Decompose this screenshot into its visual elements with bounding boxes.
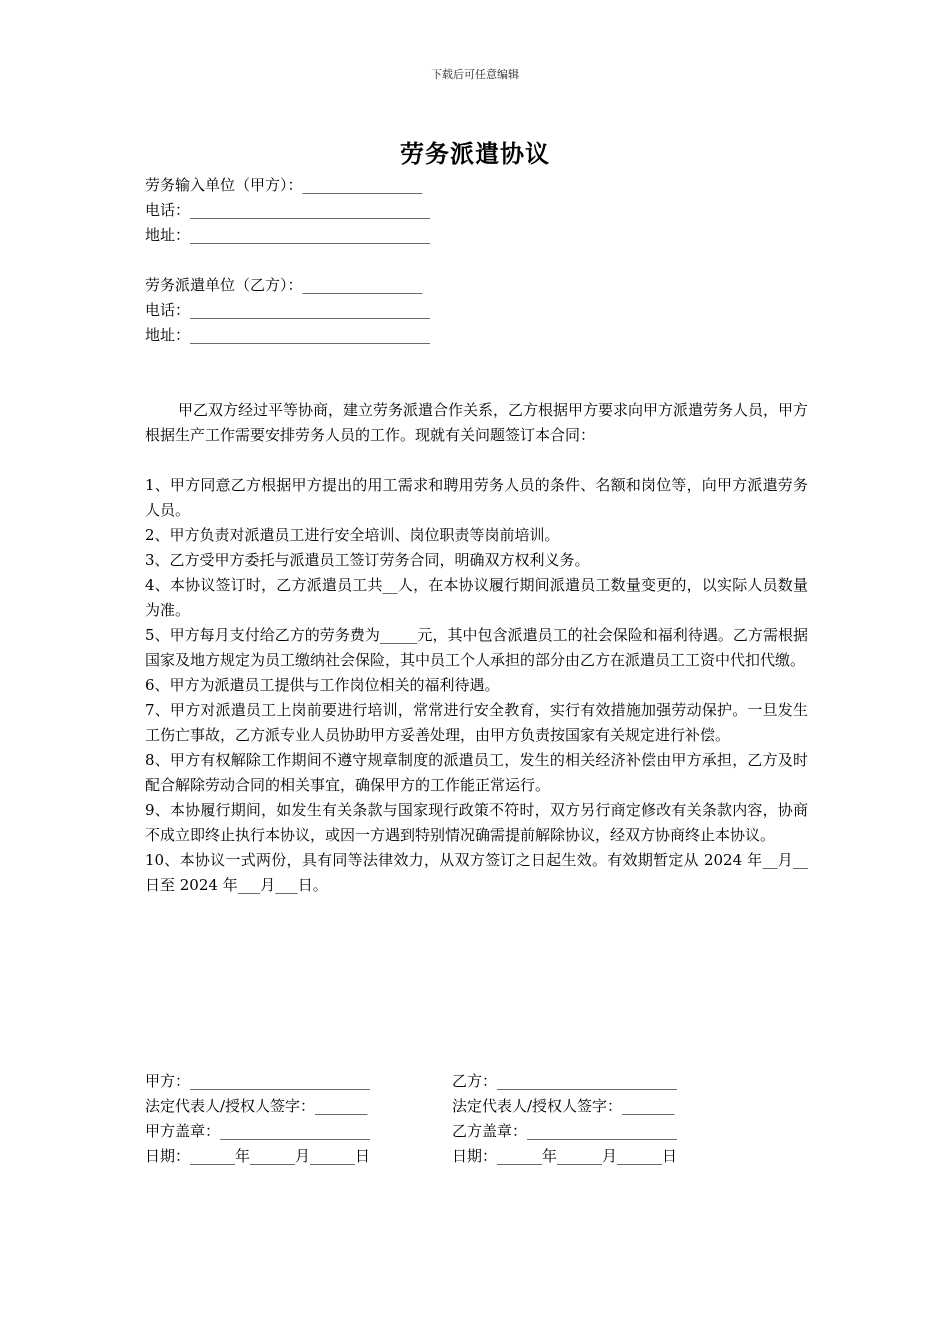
party-a-seal-line: 甲方盖章：____________________: [145, 1122, 371, 1140]
party-a-signature-line: 甲方：________________________: [145, 1072, 371, 1090]
party-b-representative-line: 法定代表人/授权人签字：_______: [452, 1097, 675, 1115]
header-note: 下载后可任意编辑: [431, 68, 519, 81]
clause-9: 9、本协履行期间，如发生有关条款与国家现行政策不符时，双方另行商定修改有关条款内容，协商不成立即终止执行本协议，或因一方遇到特别情况确需提前解除协议，经双方协商终止本协议。: [145, 801, 808, 844]
party-b-block: [145, 273, 808, 348]
party-b-seal-line: 乙方盖章：____________________: [452, 1122, 678, 1140]
party-a-representative-line: 法定代表人/授权人签字：_______: [145, 1097, 368, 1115]
clause-3: 3、乙方受甲方委托与派遣员工签订劳务合同，明确双方权利义务。: [145, 551, 590, 569]
intro-paragraph: 甲乙双方经过平等协商，建立劳务派遣合作关系，乙方根据甲方要求向甲方派遣劳务人员，甲方根据生产工作需要安排劳务人员的工作。现就有关问题签订本合同：: [145, 401, 809, 444]
party-b-date-line: 日期：______年______月______日: [452, 1147, 678, 1165]
party-a-phone-line: 电话：________________________________: [145, 201, 431, 219]
clause-8: 8、甲方有权解除工作期间不遵守规章制度的派遣员工，发生的相关经济补偿由甲方承担，乙方及时配合解除劳动合同的相关事宜，确保甲方的工作能正常运行。: [145, 751, 808, 794]
party-a-unit-line: 劳务输入单位（甲方）：________________: [145, 176, 423, 194]
party-b-address-line: 地址：________________________________: [145, 326, 431, 344]
party-a-address-line: 地址：________________________________: [145, 226, 431, 244]
party-b-signature-line: 乙方：________________________: [452, 1072, 678, 1090]
document-title: 劳务派遣协议: [400, 139, 550, 168]
party-a-block: [145, 173, 808, 248]
signature-block-a: [145, 1069, 370, 1169]
party-b-unit-line: 劳务派遣单位（乙方）：________________: [145, 276, 423, 294]
clause-10: 10、本协议一式两份，具有同等法律效力，从双方签订之日起生效。有效期暂定从 2024 年__月__日至 2024 年___月___日。: [145, 851, 808, 894]
agreement-body: [145, 398, 808, 898]
clause-2: 2、甲方负责对派遣员工进行安全培训、岗位职责等岗前培训。: [145, 526, 560, 544]
clause-4: 4、本协议签订时，乙方派遣员工共__人，在本协议履行期间派遣员工数量变更的，以实际人员数量为准。: [145, 576, 808, 619]
clause-6: 6、甲方为派遣员工提供与工作岗位相关的福利待遇。: [145, 676, 500, 694]
clause-7: 7、甲方对派遣员工上岗前要进行培训，常常进行安全教育，实行有效措施加强劳动保护。一旦发生工伤亡事故，乙方派专业人员协助甲方妥善处理，由甲方负责按国家有关规定进行补偿。: [145, 701, 808, 744]
signature-block-b: [452, 1069, 677, 1169]
party-b-phone-line: 电话：________________________________: [145, 301, 431, 319]
party-a-date-line: 日期：______年______月______日: [145, 1147, 371, 1165]
clause-5: 5、甲方每月支付给乙方的劳务费为_____元，其中包含派遣员工的社会保险和福利待遇。乙方需根据国家及地方规定为员工缴纳社会保险，其中员工个人承担的部分由乙方在派遣员工工资中代扣代缴。: [145, 626, 808, 669]
clause-1: 1、甲方同意乙方根据甲方提出的用工需求和聘用劳务人员的条件、名额和岗位等，向甲方派遣劳务人员。: [145, 476, 808, 519]
